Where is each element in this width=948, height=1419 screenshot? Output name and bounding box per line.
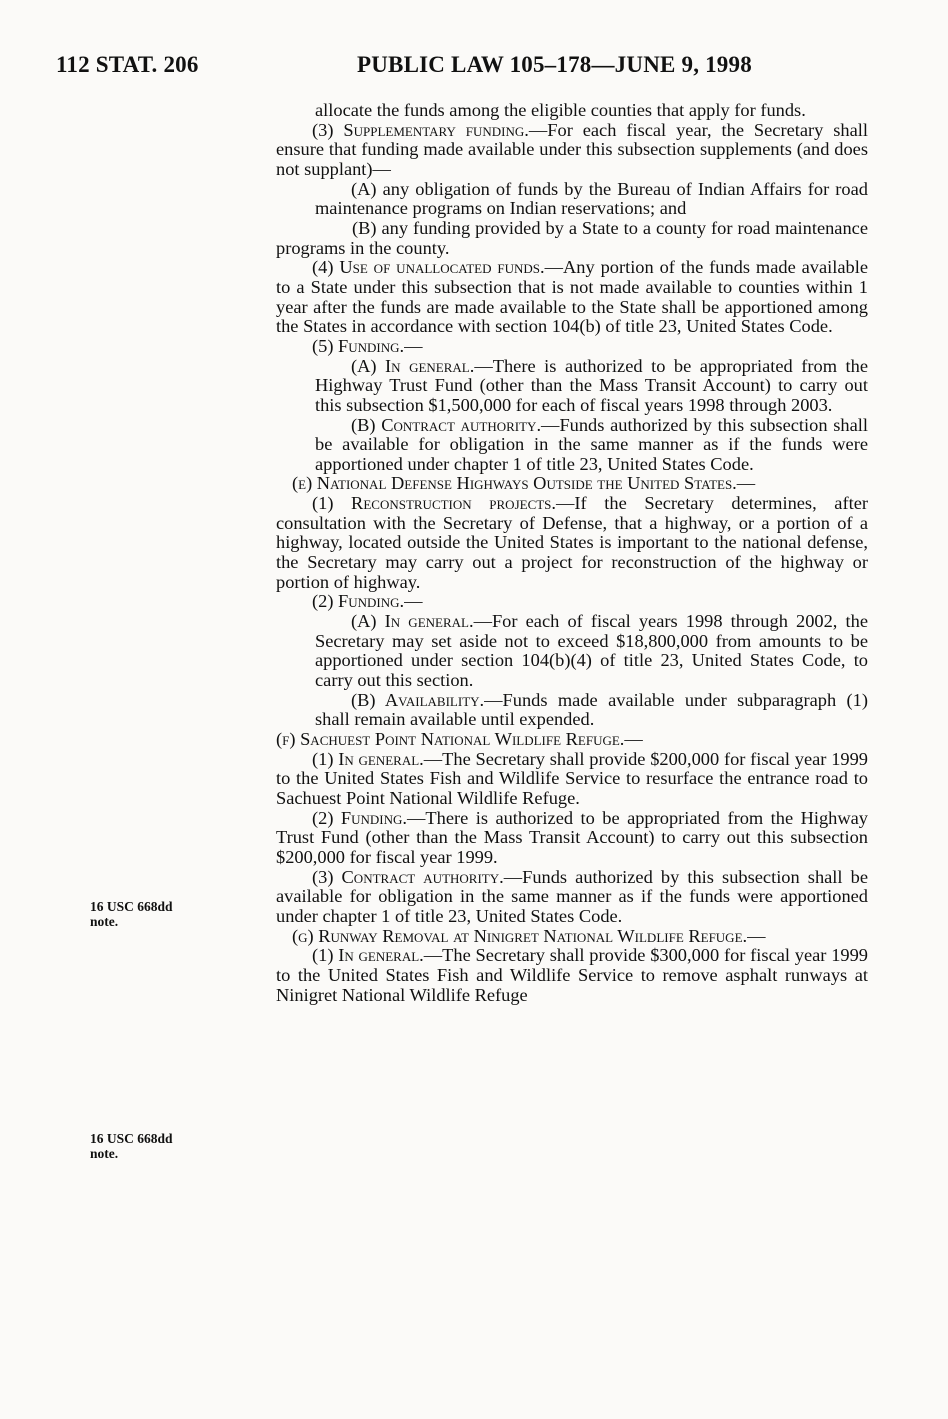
paragraph-heading: (5) Funding. [312, 335, 405, 356]
paragraph-text: —There is authorized to be appropriated from the Highway Trust Fund (other than the Mass Transit Account) to carry out this subsection $1,500,000 for each of fiscal years 1998 through 2003. [315, 355, 868, 415]
paragraph-heading: (1) In general. [312, 748, 424, 769]
paragraph-text: —Funds authorized by this subsection shall be available for obligation in the same manner as if the funds were apportioned under chapter 1 of title 23, United States Code. [276, 866, 868, 926]
paragraph-text: — [404, 591, 423, 612]
paragraph-text: — [747, 925, 766, 946]
paragraph-text: —Funds authorized by this subsection shall be available for obligation in the same manner as if the funds were apportioned under chapter 1 of title 23, United States Code. [315, 414, 868, 474]
paragraph [216, 337, 868, 357]
margin-note-line: note. [90, 914, 119, 929]
paragraph-heading: (4) Use of unallocated funds. [312, 257, 545, 278]
paragraph [216, 946, 868, 1005]
paragraph-text: —For each fiscal year, the Secretary shall ensure that funding made available under this subsection supplements (and does not supplant)— [276, 119, 869, 179]
paragraph-text: (A) any obligation of funds by the Bureau of Indian Affairs for road maintenance programs on Indian reservations; and [315, 178, 868, 219]
paragraph [216, 258, 868, 337]
margin-note [90, 1131, 173, 1161]
paragraph-text: —There is authorized to be appropriated from the Highway Trust Fund (other than the Mass Transit Account) to carry out this subsection $200,000 for fiscal year 1999. [276, 807, 868, 867]
paragraph [216, 927, 868, 947]
paragraph [216, 494, 868, 592]
paragraph [216, 474, 868, 494]
paragraph [216, 416, 868, 475]
paragraph [216, 180, 868, 219]
margin-note-line: 16 USC 668dd [90, 1131, 173, 1146]
paragraph-text: allocate the funds among the eligible counties that apply for funds. [315, 100, 806, 120]
paragraph [216, 750, 868, 809]
paragraph-heading: (1) In general. [312, 945, 424, 966]
paragraph [216, 219, 868, 258]
paragraph [216, 809, 868, 868]
paragraph-text: — [404, 335, 423, 356]
margin-note-line: note. [90, 1146, 119, 1161]
paragraph-text: (B) any funding provided by a State to a county for road maintenance programs in the county. [276, 217, 868, 258]
paragraph-text: —Funds made available under subparagraph (1) shall remain available until expended. [315, 689, 868, 730]
paragraph-text: — [736, 473, 756, 494]
paragraph-heading: (3) Supplementary funding. [312, 119, 529, 140]
paragraph-text: —The Secretary shall provide $200,000 for fiscal year 1999 to the United States Fish and Wildlife Service to resurface the entrance road to Sachuest Point National Wildlife Refuge. [276, 748, 868, 808]
paragraph-heading: (3) Contract authority. [312, 866, 504, 887]
paragraph-heading: (2) Funding. [312, 591, 405, 612]
paragraph [216, 592, 868, 612]
paragraph-text: —For each of fiscal years 1998 through 2002, the Secretary may set aside not to exceed $18,800,000 from amounts to be apportioned under section 104(b)(4) of title 23, United States Code, to carry out this section. [315, 611, 868, 691]
paragraph-heading: (f) Sachuest Point National Wildlife Refuge. [276, 729, 625, 749]
paragraph-heading: (A) In general. [351, 355, 475, 376]
paragraph-heading: (g) Runway Removal at Ninigret National Wildlife Refuge. [292, 925, 748, 946]
paragraph-heading: (A) In general. [351, 611, 474, 632]
page-stat-number: 112 STAT. 206 [56, 52, 199, 77]
paragraph [216, 612, 868, 691]
page-running-title: PUBLIC LAW 105–178—JUNE 9, 1998 [357, 52, 752, 77]
margin-note [90, 899, 173, 929]
paragraph [216, 730, 868, 750]
paragraph-heading: (B) Availability. [351, 689, 485, 710]
paragraph-text: — [624, 729, 643, 749]
paragraph-heading: (2) Funding. [312, 807, 407, 828]
paragraph [216, 868, 868, 927]
paragraph-heading: (1) Reconstruction projects. [312, 493, 557, 514]
paragraph-text: —Any portion of the funds made available to a State under this subsection that is not made available to counties within 1 year after the funds are made available to the State shall be apportioned among the States in accordance with section 104(b) of title 23, United States Code. [276, 257, 869, 337]
paragraph-text: —The Secretary shall provide $300,000 for fiscal year 1999 to the United States Fish and Wildlife Service to remove asphalt runways at Ninigret National Wildlife Refuge [276, 945, 868, 1005]
paragraph [216, 357, 868, 416]
paragraph [216, 101, 868, 121]
paragraph-text: —If the Secretary determines, after consultation with the Secretary of Defense, that a highway, or a portion of a highway, located outside the United States is important to the national defense, the Secretary may carry out a project for reconstruction of the highway or portion of highway. [276, 493, 868, 592]
statute-body [216, 101, 868, 1005]
margin-note-line: 16 USC 668dd [90, 899, 173, 914]
paragraph [216, 121, 868, 180]
paragraph-heading: (B) Contract authority. [351, 414, 542, 435]
paragraph [216, 691, 868, 730]
paragraph-heading: (e) National Defense Highways Outside the United States. [292, 473, 737, 494]
